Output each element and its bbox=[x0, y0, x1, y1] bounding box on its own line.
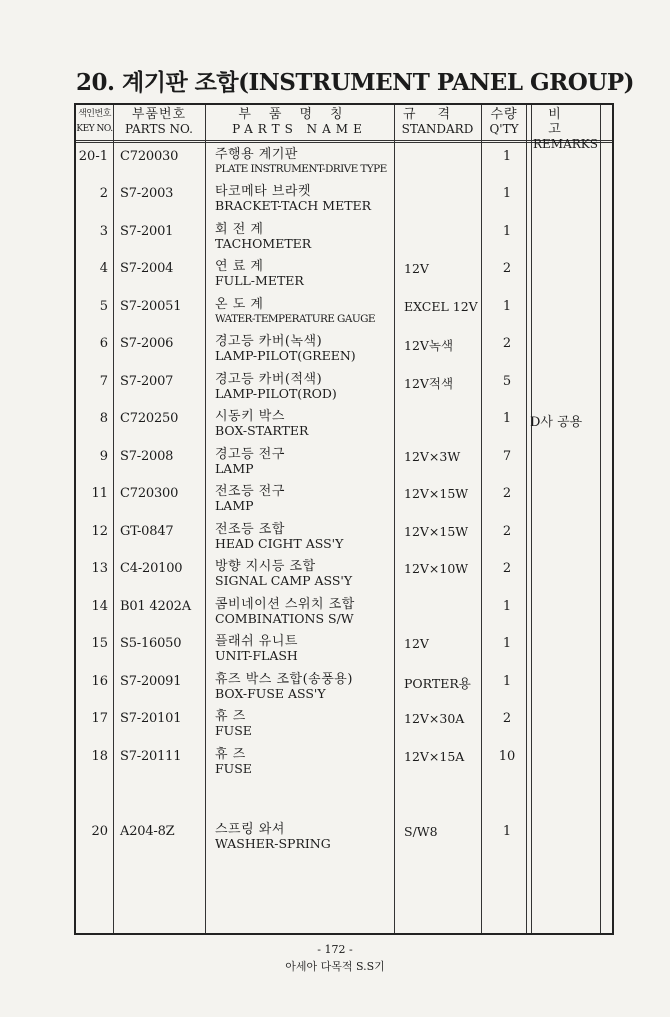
part-name bbox=[215, 485, 285, 513]
key-no: 5 bbox=[99, 299, 108, 314]
standard: 12V적색 bbox=[404, 376, 454, 391]
table-row bbox=[76, 147, 612, 185]
table-row bbox=[76, 597, 612, 635]
part-name bbox=[215, 823, 331, 851]
parts-table bbox=[74, 103, 614, 935]
part-name bbox=[215, 710, 252, 738]
standard: 12V bbox=[404, 636, 429, 651]
quantity: 1 bbox=[502, 299, 512, 314]
part-name-en: LAMP-PILOT(ROD) bbox=[215, 386, 337, 401]
part-name-ko: 온 도 계 bbox=[215, 297, 264, 312]
part-name-ko: 플래쉬 유니트 bbox=[215, 634, 298, 649]
part-name bbox=[215, 560, 352, 588]
part-name-ko: 휴 즈 bbox=[215, 747, 246, 762]
key-no: 13 bbox=[91, 561, 108, 576]
part-name-en: BOX-STARTER bbox=[215, 423, 309, 438]
table-row bbox=[76, 484, 612, 522]
part-name bbox=[215, 673, 353, 701]
standard: 12V bbox=[404, 261, 429, 276]
part-name-ko: 타코메타 브라켓 bbox=[215, 184, 312, 199]
part-name-ko: 경고등 전구 bbox=[215, 447, 285, 462]
page-title: 20. 계기판 조합(INSTRUMENT PANEL GROUP) bbox=[76, 69, 635, 96]
part-no: S7-2006 bbox=[120, 336, 174, 351]
part-name-en: LAMP-PILOT(GREEN) bbox=[215, 348, 356, 363]
table-row bbox=[76, 259, 612, 297]
key-no: 11 bbox=[91, 486, 108, 501]
part-name-en: HEAD CIGHT ASS'Y bbox=[215, 536, 344, 551]
quantity: 10 bbox=[498, 749, 516, 764]
table-row bbox=[76, 709, 612, 747]
key-no: 17 bbox=[91, 711, 108, 726]
quantity: 1 bbox=[502, 224, 512, 239]
part-name bbox=[215, 298, 375, 326]
part-no: S7-2003 bbox=[120, 186, 174, 201]
page-number: - 172 - bbox=[317, 943, 353, 956]
quantity: 2 bbox=[502, 524, 512, 539]
table-row bbox=[76, 297, 612, 335]
header-parts-name: 부품명칭 PARTS NAME bbox=[232, 107, 367, 136]
key-no: 20-1 bbox=[78, 149, 108, 164]
key-no: 7 bbox=[99, 374, 108, 389]
part-name-en: LAMP bbox=[215, 461, 254, 476]
part-name-ko: 시동키 박스 bbox=[215, 409, 285, 424]
standard: 12V×15W bbox=[404, 486, 469, 501]
part-no: S7-2001 bbox=[120, 224, 174, 239]
part-name-en: LAMP bbox=[215, 498, 254, 513]
standard: 12V녹색 bbox=[404, 338, 454, 353]
header-qty: 수량 Q'TY bbox=[489, 107, 519, 136]
part-name-ko: 경고등 카버(적색) bbox=[215, 372, 323, 387]
part-no: S7-2004 bbox=[120, 261, 174, 276]
part-name-en: FUSE bbox=[215, 723, 252, 738]
standard: 12V×15W bbox=[404, 524, 469, 539]
table-row bbox=[76, 334, 612, 372]
part-name bbox=[215, 335, 356, 363]
part-name-en: FULL-METER bbox=[215, 273, 304, 288]
standard: 12V×3W bbox=[404, 449, 461, 464]
part-no: S7-20111 bbox=[120, 749, 182, 764]
table-row bbox=[76, 447, 612, 485]
quantity: 1 bbox=[502, 149, 512, 164]
key-no: 9 bbox=[99, 449, 108, 464]
key-no: 15 bbox=[91, 636, 108, 651]
key-no: 16 bbox=[91, 674, 108, 689]
table-row bbox=[76, 522, 612, 560]
quantity: 2 bbox=[502, 261, 512, 276]
part-name-ko: 휴즈 박스 조합(송풍용) bbox=[215, 672, 353, 687]
part-name-ko: 방향 지시등 조합 bbox=[215, 559, 316, 574]
part-no: S7-2007 bbox=[120, 374, 174, 389]
quantity: 1 bbox=[502, 674, 512, 689]
part-name-ko: 주행용 계기판 bbox=[215, 147, 298, 162]
part-name-ko: 연 료 계 bbox=[215, 259, 264, 274]
table-row bbox=[76, 672, 612, 710]
part-name bbox=[215, 748, 252, 776]
part-name bbox=[215, 260, 304, 288]
part-name-en: SIGNAL CAMP ASS'Y bbox=[215, 573, 353, 588]
part-name bbox=[215, 448, 285, 476]
part-no: A204-8Z bbox=[120, 824, 175, 839]
header-standard: 규격 STANDARD bbox=[401, 107, 474, 136]
quantity: 2 bbox=[502, 336, 512, 351]
part-name-ko: 경고등 카버(녹색) bbox=[215, 334, 323, 349]
key-no: 12 bbox=[91, 524, 108, 539]
table-row bbox=[76, 372, 612, 410]
part-name bbox=[215, 223, 311, 251]
part-name-ko: 스프링 와셔 bbox=[215, 822, 285, 837]
quantity: 2 bbox=[502, 561, 512, 576]
part-name-ko: 휴 즈 bbox=[215, 709, 246, 724]
part-name-en: BRACKET-TACH METER bbox=[215, 198, 372, 213]
key-no: 2 bbox=[99, 186, 108, 201]
table-row bbox=[76, 822, 612, 860]
part-name-en: WATER-TEMPERATURE GAUGE bbox=[215, 313, 375, 325]
standard: 12V×15A bbox=[404, 749, 465, 764]
part-name-ko: 전조등 전구 bbox=[215, 484, 285, 499]
part-no: C4-20100 bbox=[120, 561, 183, 576]
part-name bbox=[215, 185, 371, 213]
part-no: S7-20091 bbox=[120, 674, 182, 689]
table-row bbox=[76, 184, 612, 222]
part-no: C720300 bbox=[120, 486, 179, 501]
quantity: 1 bbox=[502, 599, 512, 614]
standard: 12V×30A bbox=[404, 711, 465, 726]
header-key-no: 색인번호 KEY NO. bbox=[76, 109, 113, 134]
table-row bbox=[76, 222, 612, 260]
part-name-ko: 전조등 조합 bbox=[215, 522, 285, 537]
part-no: S7-20101 bbox=[120, 711, 182, 726]
key-no: 6 bbox=[99, 336, 108, 351]
part-no: S7-2008 bbox=[120, 449, 174, 464]
part-name-en: PLATE INSTRUMENT-DRIVE TYPE bbox=[215, 163, 387, 175]
key-no: 18 bbox=[91, 749, 108, 764]
key-no: 20 bbox=[91, 824, 108, 839]
part-name bbox=[215, 373, 337, 401]
table-row bbox=[76, 747, 612, 785]
quantity: 5 bbox=[502, 374, 512, 389]
part-no: B01 4202A bbox=[120, 599, 191, 614]
key-no: 3 bbox=[99, 224, 108, 239]
header-parts-no: 부품번호 PARTS NO. bbox=[125, 107, 193, 136]
part-name-en: FUSE bbox=[215, 761, 252, 776]
standard: EXCEL 12V bbox=[404, 299, 478, 314]
part-no: C720250 bbox=[120, 411, 179, 426]
part-no: S7-20051 bbox=[120, 299, 182, 314]
table-row bbox=[76, 634, 612, 672]
key-no: 8 bbox=[99, 411, 108, 426]
standard: PORTER용 bbox=[404, 676, 471, 691]
quantity: 1 bbox=[502, 636, 512, 651]
key-no: 4 bbox=[99, 261, 108, 276]
part-no: C720030 bbox=[120, 149, 179, 164]
standard: 12V×10W bbox=[404, 561, 469, 576]
part-name-en: WASHER-SPRING bbox=[215, 836, 331, 851]
part-no: GT-0847 bbox=[120, 524, 174, 539]
header-remarks: 비고 REMARKS bbox=[533, 107, 598, 151]
table-row bbox=[76, 409, 612, 447]
quantity: 2 bbox=[502, 486, 512, 501]
part-name-ko: 회 전 계 bbox=[215, 222, 264, 237]
part-name bbox=[215, 148, 387, 176]
remarks: D사 공용 bbox=[530, 415, 583, 430]
part-name bbox=[215, 410, 308, 438]
part-name-ko: 콤비네이션 스위치 조합 bbox=[215, 597, 355, 612]
quantity: 1 bbox=[502, 824, 512, 839]
part-no: S5-16050 bbox=[120, 636, 182, 651]
quantity: 7 bbox=[502, 449, 512, 464]
part-name-en: TACHOMETER bbox=[215, 236, 312, 251]
table-row bbox=[76, 559, 612, 597]
part-name-en: UNIT-FLASH bbox=[215, 648, 298, 663]
quantity: 1 bbox=[502, 411, 512, 426]
publisher-label: 아세아 다목적 S.S기 bbox=[285, 960, 385, 973]
part-name bbox=[215, 598, 355, 626]
part-name bbox=[215, 635, 298, 663]
standard: S/W8 bbox=[404, 824, 438, 839]
key-no: 14 bbox=[91, 599, 108, 614]
quantity: 2 bbox=[502, 711, 512, 726]
part-name-en: COMBINATIONS S/W bbox=[215, 611, 354, 626]
part-name bbox=[215, 523, 343, 551]
part-name-en: BOX-FUSE ASS'Y bbox=[215, 686, 326, 701]
quantity: 1 bbox=[502, 186, 512, 201]
